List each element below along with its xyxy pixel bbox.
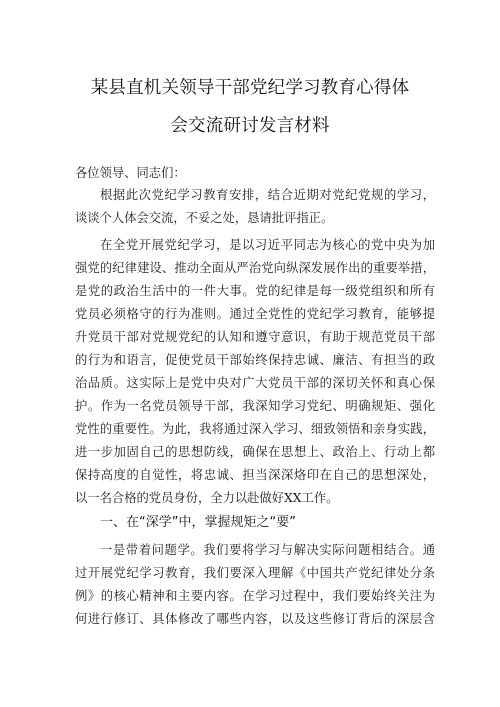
paragraph-line: 以一名合格的党员身份，全力以赴做好XX工作。 — [75, 491, 339, 505]
paragraph-line: 一是带着问题学。我们要将学习与解决实际问题相结合。通 — [100, 543, 435, 557]
paragraph-line: 的行为和语言，促使党员干部始终保持忠诚、廉洁、有担当的政 — [75, 353, 435, 367]
paragraph-line: 例》的核心精神和主要内容。在学习过程中，我们要始终关注为 — [75, 589, 435, 603]
paragraph-line: 治品质。这实际上是党中央对广大党员干部的深切关怀和真心保 — [75, 376, 435, 390]
paragraph-line: 升党员干部对党规党纪的认知和遵守意识，有助于规范党员干部 — [75, 330, 435, 344]
paragraph-line: 根据此次党纪学习教育安排，结合近期对党纪党规的学习， — [100, 188, 435, 202]
paragraph-line: 何进行修订、具体修改了哪些内容，以及这些修订背后的深层含 — [75, 612, 435, 626]
paragraph-line: 在全党开展党纪学习，是以习近平同志为核心的党中央为加 — [100, 238, 435, 252]
paragraph-line: 进一步加固自己的思想防线，确保在思想上、政治上、行动上都 — [75, 445, 435, 459]
document-title-line-1: 某县直机关领导干部党纪学习教育心得体 — [90, 78, 410, 98]
paragraph-line: 强党的纪律建设、推动全面从严治党向纵深发展作出的重要举措， — [75, 261, 435, 275]
document-title-line-2: 会交流研讨发言材料 — [170, 116, 330, 136]
paragraph-line: 保持高度的自觉性，将忠诚、担当深深烙印在自己的思想深处， — [75, 468, 435, 482]
paragraph-line: 是党的政治生活中的一件大事。党的纪律是每一级党组织和所有 — [75, 284, 435, 298]
salutation: 各位领导、同志们： — [75, 166, 186, 180]
paragraph-line: 党性的重要性。为此，我将通过深入学习、细致领悟和亲身实践， — [75, 422, 435, 436]
paragraph-line: 护。作为一名党员领导干部，我深知学习党纪、明确规矩、强化 — [75, 399, 435, 413]
paragraph-line: 党员必须格守的行为准则。通过全党性的党纪学习教育，能够提 — [75, 307, 435, 321]
section-heading: 一、在“深学”中，掌握规矩之“要” — [100, 515, 296, 530]
paragraph-line: 过开展党纪学习教育，我们要深入理解《中国共产党纪律处分条 — [75, 566, 435, 580]
paragraph-line: 谈谈个人体会交流，不妥之处，恳请批评指正。 — [75, 211, 334, 225]
